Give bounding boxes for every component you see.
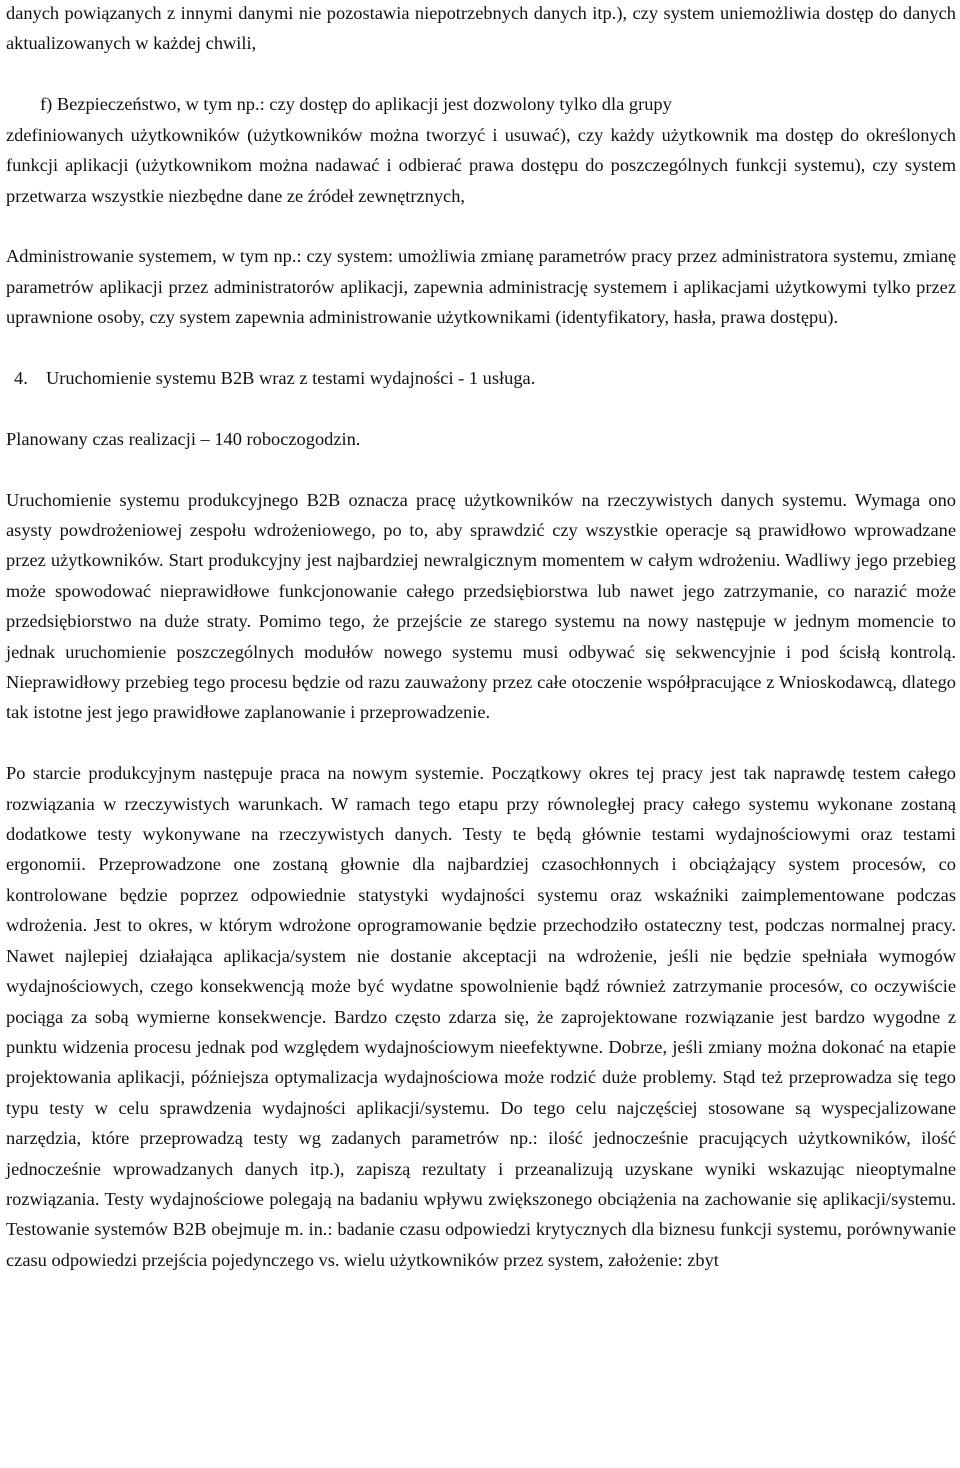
- spacer: [6, 454, 956, 484]
- paragraph-performance-tests: Po starcie produkcyjnym następuje praca na nowym systemie. Początkowy okres tej pracy jest tak naprawdę testem całego rozwiązania w rzeczywistych warunkach. W ramach tego etapu przy równoległej pracy całego systemu wykonane zostaną dodatkowe testy wykonywane na rzeczywistych danych. Testy te będą głównie testami wydajnościowymi oraz testami ergonomii. Przeprowadzone one zostaną głownie dla najbardziej czasochłonnych i obciążający system procesów, co kontrolowane będzie poprzez odpowiednie statystyki wydajności systemu oraz wskaźniki zaimplementowane podczas wdrożenia. Jest to okres, w którym wdrożone oprogramowanie będzie przechodziło ostateczny test, podczas normalnej pracy. Nawet najlepiej działająca aplikacja/system nie dostanie akceptacji na wdrożenie, jeśli nie będzie spełniała wymogów wydajnościowych, czego konsekwencją może być wydatne spowolnienie bądź również zatrzymanie procesów, co oczywiście pociąga za sobą wymierne konsekwencje. Bardzo często zdarza się, że zaprojektowane rozwiązanie jest bardzo wygodne z punktu widzenia procesu jednak pod względem wydajnościowym nieefektywne. Dobrze, jeśli zmiany można dokonać na etapie projektowania aplikacji, późniejsza optymalizacja wydajnościowa może rodzić duże problemy. Stąd też przeprowadza się tego typu testy w celu sprawdzenia wydajności aplikacji/systemu. Do tego celu najczęściej stosowane są wyspecjalizowane narzędzia, które przeprowadzą testy wg zadanych parametrów np.: ilość jednocześnie pracujących użytkowników, ilość jednocześnie wprowadzanych danych itp.), zapiszą rezultaty i przeanalizują uzyskane wyniki wskazując nieoptymalne rozwiązania. Testy wydajnościowe polegają na badaniu wpływu zwiększonego obciążenia na zachowanie się aplikacji/systemu. Testowanie systemów B2B obejmuje m. in.: badanie czasu odpowiedzi krytycznych dla biznesu funkcji systemu, porównywanie czasu odpowiedzi przejścia pojedynczego vs. wielu użytkowników przez system, założenie: zbyt: [6, 763, 956, 1270]
- spacer: [6, 333, 956, 363]
- paragraph-production-launch: Uruchomienie systemu produkcyjnego B2B oznacza pracę użytkowników na rzeczywistych danych systemu. Wymaga ono asysty powdrożeniowej zespołu wdrożeniowego, po to, aby sprawdzić czy wszystkie operacje są prawidłowo wprowadzane przez użytkowników. Start produkcyjny jest najbardziej newralgicznym momentem w całym wdrożeniu. Wadliwy jego przebieg może spowodować nieprawidłowe funkcjonowanie całego przedsiębiorstwa lub nawet jego zatrzymanie, co narazić może przedsiębiorstwo na duże straty. Pomimo tego, że przejście ze starego systemu na nowy następuje w jednym momencie to jednak uruchomienie poszczególnych modułów nowego systemu musi odbywać się sekwencyjnie i pod ścisłą kontrolą. Nieprawidłowy przebieg tego procesu będzie od razu zauważony przez całe otoczenie współpracujące z Wnioskodawcą, dlatego tak istotne jest jego prawidłowe zaplanowanie i przeprowadzenie.: [6, 489, 956, 723]
- spacer: [6, 59, 956, 90]
- paragraph-security-intro: f) Bezpieczeństwo, w tym np.: czy dostęp do aplikacji jest dozwolony tylko dla grupy: [40, 94, 672, 115]
- paragraph-security: zdefiniowanych użytkowników (użytkowników można tworzyć i usuwać), czy każdy użytkownik ma dostęp do określonych funkcji aplikacji (użytkownikom można nadawać i odbierać prawa dostępu do poszczególnych funkcji systemu), czy system przetwarza wszystkie niezbędne dane ze źródeł zewnętrznych,: [6, 124, 956, 206]
- spacer: [6, 728, 956, 758]
- spacer: [6, 211, 956, 241]
- spacer: [6, 393, 956, 423]
- numbered-item-4: [6, 363, 956, 393]
- item-heading: Uruchomienie systemu B2B wraz z testami wydajności - 1 usługa.: [46, 368, 536, 389]
- paragraph-administration: Administrowanie systemem, w tym np.: czy system: umożliwia zmianę parametrów pracy przez administratora systemu, zmianę parametrów aplikacji przez administratorów aplikacji, zapewnia administrację systemem i aplikacjami użytkowymi tylko przez uprawnione osoby, czy system zapewnia administrowanie użytkownikami (identyfikatory, hasła, prawa dostępu).: [6, 246, 956, 328]
- paragraph-planned-time: Planowany czas realizacji – 140 roboczogodzin.: [6, 428, 361, 449]
- item-number: 4.: [14, 368, 28, 389]
- document-page: [6, 0, 956, 1275]
- paragraph-continuation: danych powiązanych z innymi danymi nie pozostawia niepotrzebnych danych itp.), czy system uniemożliwia dostęp do danych aktualizowanych w każdej chwili,: [6, 3, 956, 54]
